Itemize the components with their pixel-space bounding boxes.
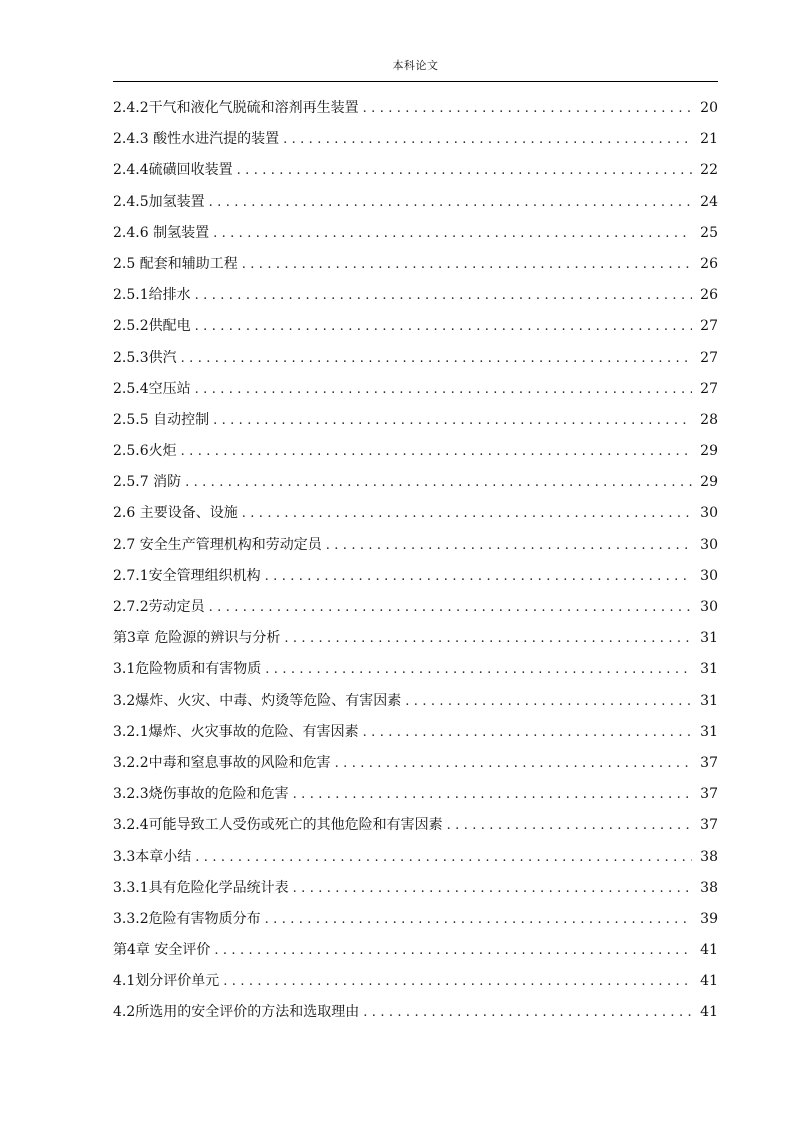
toc-entry-page-number: 30 [700, 599, 718, 615]
toc-leader-dots [214, 943, 692, 958]
toc-entry[interactable] [113, 128, 718, 159]
toc-leader-dots [181, 351, 692, 366]
toc-entry[interactable] [113, 970, 718, 1001]
toc-leader-dots [265, 569, 692, 584]
toc-entry-page-number: 30 [700, 505, 718, 522]
toc-entry[interactable] [113, 1001, 718, 1032]
toc-leader-dots [363, 725, 692, 740]
toc-entry[interactable] [113, 627, 718, 658]
toc-entry-label: 2.5.7 消防 [113, 474, 182, 491]
toc-entry-page-number: 22 [700, 162, 718, 179]
toc-entry-page-number: 31 [700, 661, 718, 678]
toc-entry[interactable] [113, 253, 718, 284]
toc-entry[interactable] [113, 783, 718, 814]
toc-leader-dots [335, 756, 692, 771]
toc-entry[interactable] [113, 191, 718, 222]
toc-entry-label: 第3章 危险源的辨识与分析 [113, 630, 281, 647]
toc-leader-dots [195, 319, 692, 334]
toc-entry-page-number: 41 [700, 1004, 718, 1021]
toc-entry-page-number: 38 [700, 879, 718, 896]
toc-leader-dots [209, 600, 692, 615]
toc-leader-dots [326, 538, 692, 553]
toc-leader-dots [223, 974, 692, 989]
toc-entry-page-number: 21 [700, 131, 718, 148]
toc-entry-page-number: 27 [700, 380, 718, 397]
toc-entry-label: 3.2爆炸、火灾、中毒、灼烫等危险、有害因素 [113, 692, 402, 709]
toc-entry-label: 2.4.2干气和液化气脱硫和溶剂再生装置 [113, 100, 359, 116]
toc-entry-label: 2.5.5 自动控制 [113, 411, 210, 428]
toc-entry[interactable] [113, 222, 718, 253]
toc-leader-dots [213, 413, 692, 428]
toc-entry-page-number: 30 [700, 567, 718, 584]
table-of-contents [113, 97, 718, 1033]
header-title: 本科论文 [392, 59, 439, 72]
toc-entry-page-number: 28 [700, 411, 718, 428]
toc-entry-page-number: 38 [700, 848, 718, 865]
toc-entry-page-number: 20 [700, 100, 718, 116]
toc-leader-dots [284, 631, 692, 646]
toc-entry-page-number: 24 [700, 193, 718, 210]
toc-leader-dots [293, 881, 692, 896]
toc-entry[interactable] [113, 596, 718, 627]
toc-entry[interactable] [113, 409, 718, 440]
toc-entry[interactable] [113, 347, 718, 378]
toc-leader-dots [293, 787, 692, 802]
toc-entry-label: 2.5.1给排水 [113, 287, 191, 304]
toc-entry-label: 2.5.6火炬 [113, 443, 177, 460]
toc-entry-page-number: 30 [700, 536, 718, 553]
toc-entry-page-number: 37 [700, 786, 718, 803]
toc-entry-page-number: 41 [700, 973, 718, 990]
toc-entry[interactable] [113, 814, 718, 845]
toc-leader-dots [265, 912, 692, 927]
toc-entry[interactable] [113, 534, 718, 565]
toc-entry-page-number: 39 [700, 910, 718, 927]
toc-leader-dots [185, 475, 692, 490]
toc-leader-dots [405, 694, 692, 709]
toc-entry[interactable] [113, 939, 718, 970]
toc-entry-label: 2.6 主要设备、设施 [113, 505, 238, 522]
toc-leader-dots [195, 288, 692, 303]
toc-leader-dots [363, 101, 692, 116]
toc-entry[interactable] [113, 159, 718, 190]
toc-entry-label: 3.3.2危险有害物质分布 [113, 910, 261, 927]
toc-entry-label: 3.2.2中毒和窒息事故的风险和危害 [113, 754, 331, 771]
toc-entry[interactable] [113, 690, 718, 721]
toc-entry[interactable] [113, 565, 718, 596]
toc-entry-label: 2.5.2供配电 [113, 318, 191, 335]
toc-entry[interactable] [113, 440, 718, 471]
toc-entry-label: 3.2.1爆炸、火灾事故的危险、有害因素 [113, 723, 359, 740]
toc-entry-label: 4.1划分评价单元 [113, 973, 220, 990]
toc-leader-dots [209, 195, 692, 210]
toc-entry-page-number: 31 [700, 723, 718, 740]
toc-entry-page-number: 25 [700, 224, 718, 241]
toc-entry[interactable] [113, 846, 718, 877]
toc-entry-label: 3.2.4可能导致工人受伤或死亡的其他危险和有害因素 [113, 817, 443, 834]
toc-entry[interactable] [113, 908, 718, 939]
toc-entry[interactable] [113, 315, 718, 346]
toc-entry-page-number: 31 [700, 630, 718, 647]
toc-leader-dots [213, 226, 692, 241]
toc-entry-label: 2.4.3 酸性水进汽提的装置 [113, 131, 280, 148]
toc-entry-page-number: 37 [700, 817, 718, 834]
toc-entry-label: 4.2所选用的安全评价的方法和选取理由 [113, 1004, 360, 1021]
toc-entry[interactable] [113, 877, 718, 908]
toc-entry[interactable] [113, 378, 718, 409]
toc-leader-dots [237, 163, 692, 178]
toc-entry-page-number: 41 [700, 942, 718, 959]
page-header [113, 55, 718, 82]
toc-entry-page-number: 29 [700, 474, 718, 491]
toc-entry-label: 2.7.2劳动定员 [113, 599, 205, 615]
toc-entry-page-number: 26 [700, 287, 718, 304]
toc-entry[interactable] [113, 97, 718, 128]
toc-leader-dots [242, 257, 692, 272]
toc-entry-page-number: 27 [700, 349, 718, 366]
toc-entry-label: 2.4.4硫磺回收装置 [113, 162, 233, 179]
toc-leader-dots [195, 382, 692, 397]
toc-entry[interactable] [113, 471, 718, 502]
toc-entry-label: 3.3.1具有危险化学品统计表 [113, 879, 289, 896]
toc-entry[interactable] [113, 752, 718, 783]
toc-entry-label: 2.7 安全生产管理机构和劳动定员 [113, 536, 322, 553]
toc-entry-label: 2.5 配套和辅助工程 [113, 255, 238, 272]
toc-entry-label: 2.4.5加氢装置 [113, 193, 205, 210]
toc-entry-label: 2.7.1安全管理组织机构 [113, 567, 261, 584]
toc-entry-page-number: 27 [700, 318, 718, 335]
toc-leader-dots [283, 132, 692, 147]
toc-entry-label: 2.5.3供汽 [113, 349, 177, 366]
toc-entry[interactable] [113, 502, 718, 533]
toc-entry-label: 2.4.6 制氢装置 [113, 224, 210, 241]
toc-entry-label: 3.3本章小结 [113, 848, 192, 865]
toc-entry[interactable] [113, 284, 718, 315]
toc-entry-label: 3.1危险物质和有害物质 [113, 661, 262, 678]
toc-entry-label: 3.2.3烧伤事故的危险和危害 [113, 786, 289, 803]
toc-entry-page-number: 31 [700, 692, 718, 709]
toc-leader-dots [265, 662, 692, 677]
toc-entry[interactable] [113, 658, 718, 689]
toc-leader-dots [195, 850, 692, 865]
toc-entry[interactable] [113, 721, 718, 752]
toc-entry-label: 2.5.4空压站 [113, 380, 191, 397]
toc-entry-label: 第4章 安全评价 [113, 942, 211, 959]
toc-leader-dots [181, 444, 692, 459]
toc-leader-dots [242, 506, 692, 521]
toc-leader-dots [363, 1005, 692, 1020]
toc-entry-page-number: 29 [700, 443, 718, 460]
toc-leader-dots [447, 818, 692, 833]
toc-entry-page-number: 26 [700, 255, 718, 272]
toc-entry-page-number: 37 [700, 754, 718, 771]
